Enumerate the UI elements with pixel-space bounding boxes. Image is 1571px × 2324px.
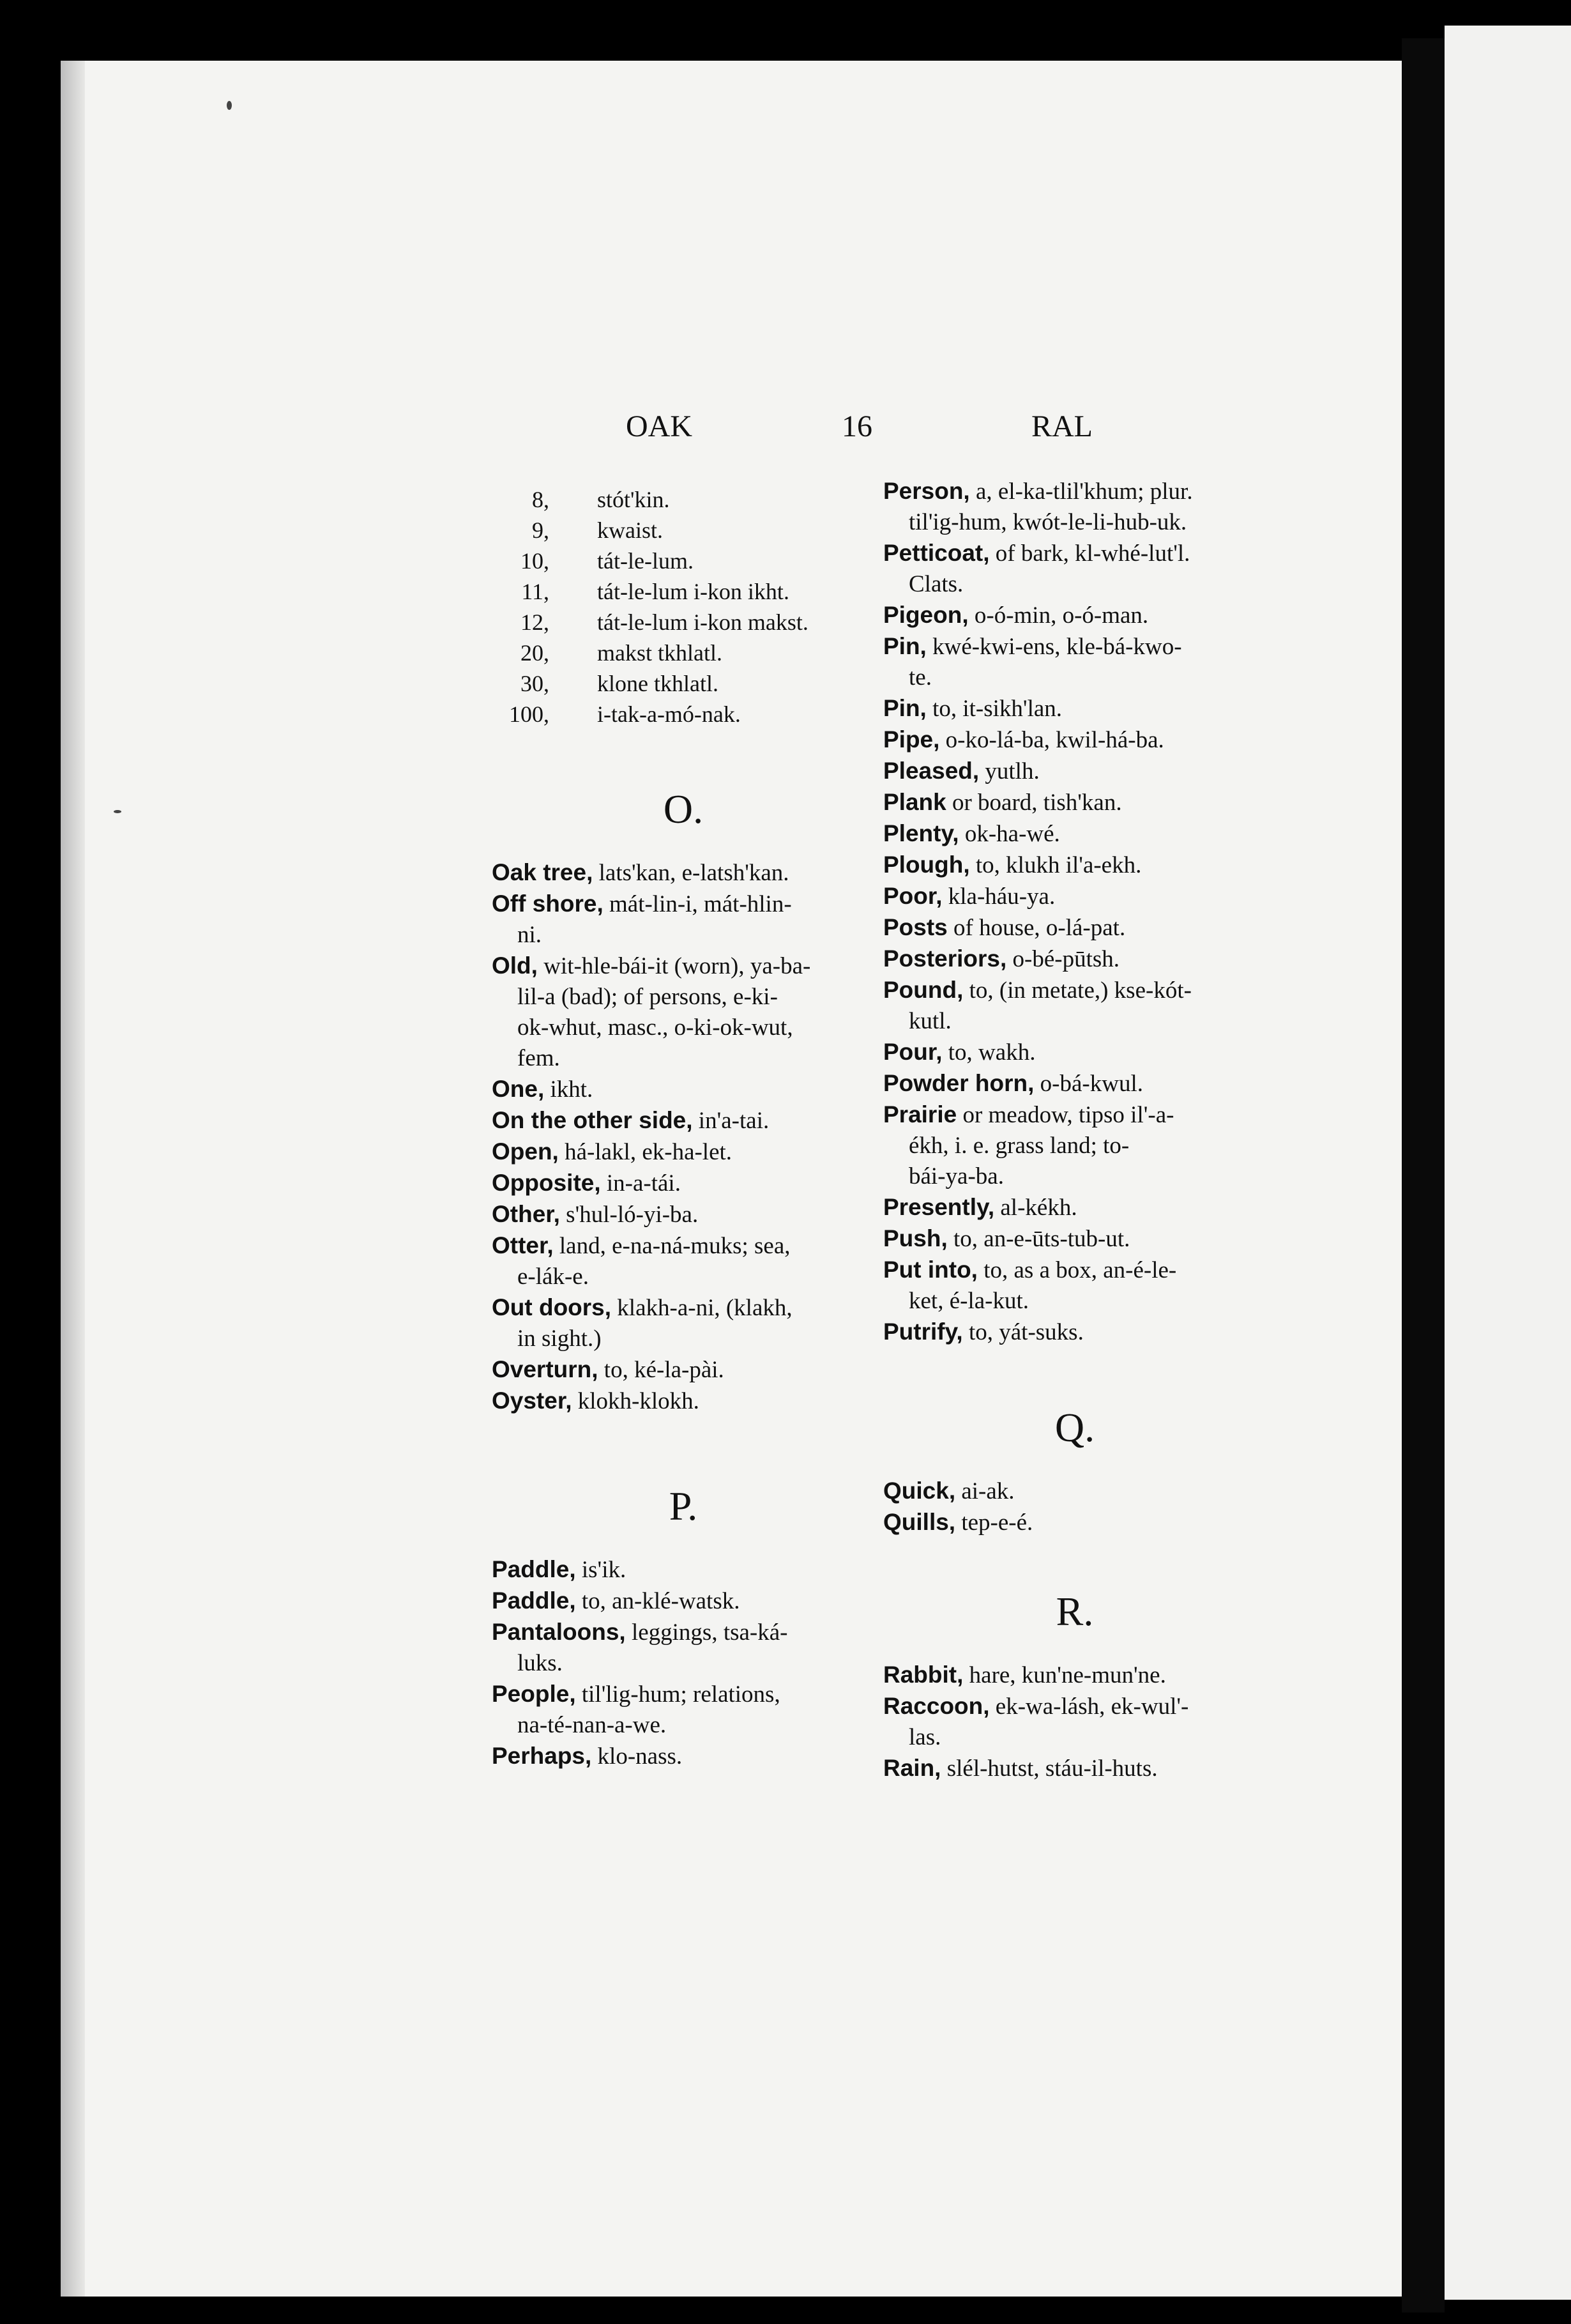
- dictionary-entry: [883, 538, 1266, 600]
- entry-headword: Prairie: [883, 1101, 957, 1128]
- entry-definition-continued: ok-whut, masc., o-ki-ok-wut,: [517, 1014, 793, 1041]
- entry-definition: to, ké-la-pài.: [598, 1357, 724, 1383]
- entry-headword: Paddle,: [492, 1556, 576, 1582]
- dictionary-entry: [883, 1037, 1266, 1068]
- dictionary-entry: [492, 1136, 875, 1168]
- ink-speck: [227, 101, 232, 110]
- numeral-translation: i-tak-a-mó-nak.: [597, 701, 741, 727]
- entry-definition: slél-hutst, stáu-il-huts.: [941, 1755, 1158, 1782]
- entry-headword: Pleased,: [883, 758, 980, 784]
- entry-headword: Plenty,: [883, 820, 959, 846]
- entry-definition-continued: bái-ya-ba.: [909, 1163, 1004, 1189]
- entry-headword: Petticoat,: [883, 540, 990, 566]
- entry-headword: Oyster,: [492, 1388, 572, 1414]
- entry-definition: or board, tish'kan.: [946, 790, 1122, 816]
- numeral-row: [492, 515, 875, 546]
- entry-definition: kla-háu-ya.: [942, 883, 1056, 910]
- entry-definition-continued: las.: [909, 1724, 941, 1750]
- numeral: 11,: [521, 579, 549, 604]
- entry-definition: wit-hle-bái-it (worn), ya-ba-: [537, 953, 811, 979]
- dictionary-entry: [883, 1068, 1266, 1099]
- entries-o: [492, 857, 875, 1417]
- dictionary-entry: [883, 944, 1266, 975]
- entry-headword: Oak tree,: [492, 859, 593, 885]
- dictionary-entry: [492, 1354, 875, 1386]
- entry-definition: ek-wa-lásh, ek-wul'-: [989, 1693, 1189, 1720]
- entry-headword: Plough,: [883, 852, 970, 878]
- dictionary-entry: [883, 1507, 1266, 1538]
- entry-definition: ai-ak.: [955, 1478, 1015, 1504]
- entry-definition: leggings, tsa-ká-: [625, 1619, 788, 1646]
- entry-headword: One,: [492, 1076, 545, 1102]
- entry-headword: Old,: [492, 952, 538, 979]
- dictionary-entry: [883, 724, 1266, 756]
- entry-definition-continued: luks.: [517, 1650, 563, 1676]
- entry-definition-continued: fem.: [517, 1045, 560, 1071]
- dictionary-entry: [492, 1386, 875, 1417]
- entry-definition: a, el-ka-tlil'khum; plur.: [969, 478, 1193, 505]
- entry-definition: to, it-sikh'lan.: [926, 696, 1063, 722]
- dictionary-entry: [883, 1317, 1266, 1348]
- entry-definition: yutlh.: [979, 758, 1040, 784]
- page-binding-edge: [61, 61, 85, 2297]
- entry-definition: lats'kan, e-latsh'kan.: [593, 860, 789, 886]
- dictionary-entry: [492, 1741, 875, 1772]
- dictionary-entry: [492, 951, 875, 1074]
- entry-headword: Put into,: [883, 1257, 978, 1283]
- dictionary-entry: [883, 787, 1266, 818]
- dictionary-entry: [883, 1255, 1266, 1317]
- entry-headword: Perhaps,: [492, 1743, 592, 1769]
- running-header: [0, 409, 1571, 460]
- entry-headword: Putrify,: [883, 1319, 963, 1345]
- entry-headword: Posteriors,: [883, 945, 1007, 972]
- entry-definition-continued: na-té-nan-a-we.: [517, 1712, 667, 1738]
- entry-headword: Powder horn,: [883, 1070, 1035, 1096]
- left-column: [492, 484, 875, 1772]
- numeral-translation: stót'kin.: [597, 487, 670, 512]
- entry-definition: to, an-e-ūts-tub-ut.: [947, 1226, 1130, 1252]
- ink-speck: [114, 810, 121, 813]
- dictionary-entry: [883, 476, 1266, 538]
- dictionary-entry: [492, 1199, 875, 1230]
- entry-definition: o-ó-min, o-ó-man.: [968, 602, 1149, 629]
- dictionary-entry: [883, 1691, 1266, 1753]
- entry-definition: mát-lin-i, mát-hlin-: [603, 891, 792, 917]
- dictionary-entry: [883, 756, 1266, 787]
- entry-headword: Paddle,: [492, 1587, 576, 1614]
- entry-headword: Pound,: [883, 977, 964, 1003]
- entry-definition-continued: te.: [909, 664, 932, 691]
- numeral-row: [492, 576, 875, 607]
- entry-headword: Overturn,: [492, 1356, 598, 1382]
- entry-headword: Pipe,: [883, 726, 940, 753]
- entry-headword: Raccoon,: [883, 1693, 990, 1719]
- entry-definition-continued: e-lák-e.: [517, 1264, 589, 1290]
- entry-definition: o-bé-pūtsh.: [1006, 946, 1120, 972]
- entry-definition: to, (in metate,) kse-kót-: [963, 977, 1192, 1004]
- entry-headword: Pigeon,: [883, 602, 969, 628]
- entry-definition: to, klukh il'a-ekh.: [969, 852, 1142, 878]
- numeral-translation: tát-le-lum i-kon ikht.: [597, 579, 789, 604]
- entry-definition-continued: ni.: [517, 922, 542, 948]
- dictionary-entry: [883, 1660, 1266, 1691]
- entry-headword: Pin,: [883, 633, 927, 659]
- dictionary-entry: [492, 1105, 875, 1136]
- page-number: 16: [842, 409, 872, 443]
- entry-headword: Pin,: [883, 695, 927, 721]
- entry-definition: kwé-kwi-ens, kle-bá-kwo-: [926, 634, 1182, 660]
- entry-headword: Out doors,: [492, 1294, 612, 1320]
- entry-definition: klakh-a-ni, (klakh,: [611, 1295, 793, 1321]
- entry-headword: Pour,: [883, 1039, 943, 1065]
- entry-headword: Rabbit,: [883, 1662, 964, 1688]
- entry-definition-continued: in sight.): [517, 1326, 602, 1352]
- entry-headword: Off shore,: [492, 891, 603, 917]
- entry-headword: Other,: [492, 1201, 560, 1227]
- entries-p-left: [492, 1554, 875, 1772]
- numeral: 12,: [520, 609, 549, 635]
- book-gutter: [1402, 38, 1445, 2313]
- entry-headword: People,: [492, 1681, 576, 1707]
- entry-definition: hare, kun'ne-mun'ne.: [963, 1662, 1166, 1688]
- dictionary-entry: [492, 1554, 875, 1586]
- numeral-row: [492, 638, 875, 668]
- entry-headword: Quick,: [883, 1478, 956, 1504]
- entry-definition: to, wakh.: [942, 1039, 1036, 1066]
- dictionary-entry: [492, 1292, 875, 1354]
- dictionary-entry: [492, 1230, 875, 1292]
- entry-definition: or meadow, tipso il'-a-: [957, 1102, 1174, 1128]
- numeral-translation: kwaist.: [597, 517, 663, 543]
- numeral: 8,: [532, 487, 549, 512]
- dictionary-entry: [883, 1223, 1266, 1255]
- section-heading-r: R.: [1056, 1589, 1094, 1634]
- numeral-row: [492, 668, 875, 699]
- numeral-row: [492, 484, 875, 515]
- dictionary-entry: [492, 857, 875, 889]
- entry-headword: Person,: [883, 478, 970, 504]
- entries-p-right: [883, 476, 1266, 1348]
- entry-definition-continued: ket, é-la-kut.: [909, 1288, 1029, 1314]
- numeral: 30,: [520, 671, 549, 696]
- entry-definition: to, as a box, an-é-le-: [977, 1257, 1177, 1283]
- numeral-translation: tát-le-lum i-kon makst.: [597, 609, 808, 635]
- entry-headword: On the other side,: [492, 1107, 693, 1133]
- facing-page-edge: [1445, 26, 1571, 2300]
- dictionary-entry: [883, 1192, 1266, 1223]
- dictionary-entry: [883, 1099, 1266, 1192]
- numeral-row: [492, 607, 875, 638]
- dictionary-entry: [492, 1586, 875, 1617]
- numerals-list: [492, 484, 875, 730]
- header-right-guide-word: RAL: [1031, 409, 1093, 443]
- section-heading-o: O.: [663, 786, 704, 832]
- numeral-row: [492, 546, 875, 576]
- entries-q: [883, 1476, 1266, 1538]
- entry-definition-continued: lil-a (bad); of persons, e-ki-: [517, 984, 778, 1010]
- entry-definition: to, yát-suks.: [962, 1319, 1084, 1345]
- entry-definition: land, e-na-ná-muks; sea,: [553, 1233, 791, 1259]
- entry-headword: Quills,: [883, 1509, 956, 1535]
- entry-definition: is'ik.: [575, 1557, 626, 1583]
- section-heading-p: P.: [669, 1483, 698, 1529]
- dictionary-entry: [492, 1617, 875, 1679]
- dictionary-entry: [492, 1679, 875, 1741]
- numeral-translation: klone tkhlatl.: [597, 671, 718, 696]
- entries-r: [883, 1660, 1266, 1784]
- entry-definition: ok-ha-wé.: [959, 821, 1060, 847]
- entry-definition: al-kékh.: [994, 1195, 1077, 1221]
- entry-headword: Rain,: [883, 1755, 941, 1781]
- dictionary-entry: [883, 631, 1266, 693]
- dictionary-entry: [883, 912, 1266, 944]
- entry-definition: of house, o-lá-pat.: [947, 915, 1126, 941]
- numeral: 20,: [520, 640, 549, 666]
- dictionary-entry: [883, 693, 1266, 724]
- entry-definition: in'a-tai.: [692, 1108, 770, 1134]
- entry-definition: of bark, kl-whé-lut'l.: [989, 540, 1190, 567]
- entry-definition-continued: til'ig-hum, kwót-le-li-hub-uk.: [909, 509, 1187, 535]
- entry-definition: ikht.: [544, 1076, 593, 1103]
- entry-definition: klo-nass.: [591, 1743, 683, 1770]
- entry-definition: há-lakl, ek-ha-let.: [558, 1139, 732, 1165]
- entry-definition-continued: kutl.: [909, 1008, 952, 1034]
- right-column: [883, 476, 1266, 1784]
- numeral: 10,: [520, 548, 549, 574]
- entry-headword: Opposite,: [492, 1170, 601, 1196]
- dictionary-entry: [492, 889, 875, 951]
- section-heading-q: Q.: [1054, 1405, 1095, 1450]
- dictionary-entry: [883, 850, 1266, 881]
- entry-headword: Plank: [883, 789, 946, 815]
- entry-definition: o-ko-lá-ba, kwil-há-ba.: [939, 727, 1164, 753]
- entry-definition: s'hul-ló-yi-ba.: [559, 1202, 699, 1228]
- entry-definition: o-bá-kwul.: [1034, 1071, 1143, 1097]
- dictionary-entry: [883, 600, 1266, 631]
- entry-definition: in-a-tái.: [600, 1170, 681, 1196]
- numeral: 9,: [532, 517, 549, 543]
- dictionary-entry: [883, 818, 1266, 850]
- numeral-translation: tát-le-lum.: [597, 548, 694, 574]
- dictionary-entry: [883, 1476, 1266, 1507]
- dictionary-entry: [883, 1753, 1266, 1784]
- entry-headword: Push,: [883, 1225, 948, 1251]
- dictionary-entry: [883, 975, 1266, 1037]
- entry-definition: tep-e-é.: [955, 1510, 1033, 1536]
- entry-headword: Open,: [492, 1138, 559, 1165]
- entry-definition: klokh-klokh.: [572, 1388, 699, 1414]
- entry-definition: til'lig-hum; relations,: [575, 1681, 780, 1708]
- entry-headword: Poor,: [883, 883, 943, 909]
- numeral-row: [492, 699, 875, 730]
- entry-headword: Presently,: [883, 1194, 995, 1220]
- numeral: 100,: [509, 701, 549, 727]
- entry-headword: Posts: [883, 914, 948, 940]
- entry-definition-continued: ékh, i. e. grass land; to-: [909, 1133, 1130, 1159]
- dictionary-entry: [492, 1168, 875, 1199]
- entry-headword: Pantaloons,: [492, 1619, 626, 1645]
- entry-definition: to, an-klé-watsk.: [575, 1588, 740, 1614]
- entry-definition-continued: Clats.: [909, 571, 964, 597]
- entry-headword: Otter,: [492, 1232, 554, 1258]
- header-left-guide-word: OAK: [626, 409, 692, 443]
- dictionary-entry: [883, 881, 1266, 912]
- numeral-translation: makst tkhlatl.: [597, 640, 722, 666]
- dictionary-entry: [492, 1074, 875, 1105]
